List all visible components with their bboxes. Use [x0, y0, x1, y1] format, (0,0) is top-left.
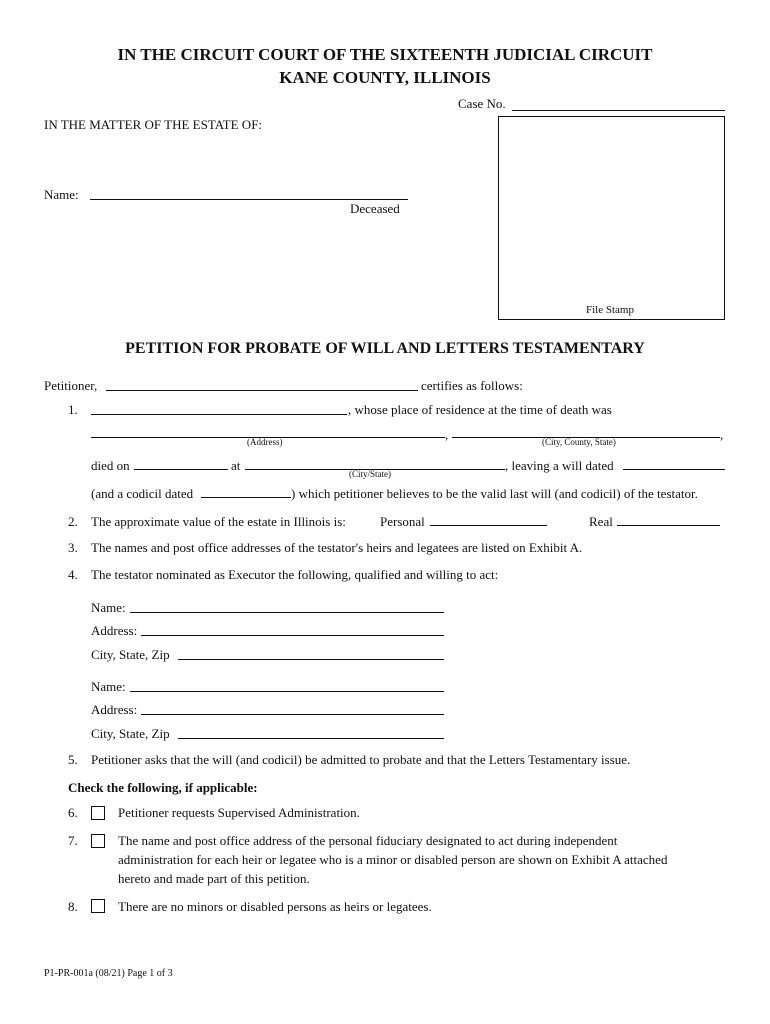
file-stamp-box — [498, 116, 725, 320]
executor2-name-label: Name: — [91, 679, 126, 694]
codicil-prefix: (and a codicil dated — [91, 486, 194, 501]
estate-matter-label: IN THE MATTER OF THE ESTATE OF: — [44, 117, 263, 132]
city-county-state-caption: (City, County, State) — [542, 437, 616, 447]
will-date-field[interactable] — [623, 469, 725, 470]
case-no-field[interactable] — [512, 110, 725, 111]
deceased-name-field[interactable] — [90, 199, 408, 200]
county-heading: KANE COUNTY, ILLINOIS — [279, 68, 491, 87]
check6-text: Petitioner requests Supervised Administration. — [118, 805, 360, 820]
form-footer: P1-PR-001a (08/21) Page 1 of 3 — [44, 968, 173, 979]
check7-number: 7. — [68, 833, 78, 848]
fiduciary-exhibit-checkbox[interactable] — [91, 834, 105, 848]
deceased-name-label: Name: — [44, 187, 79, 202]
item4-number: 4. — [68, 567, 78, 582]
check7-text-line1: The name and post office address of the personal fiduciary designated to act during independent — [118, 833, 618, 848]
item3-number: 3. — [68, 540, 78, 555]
item1-number: 1. — [68, 402, 78, 417]
executor-text: The testator nominated as Executor the following, qualified and willing to act: — [91, 567, 499, 582]
case-no-label: Case No. — [458, 96, 506, 111]
real-label: Real — [589, 514, 613, 529]
item5-number: 5. — [68, 752, 78, 767]
executor1-address-label: Address: — [91, 623, 138, 638]
executor2-address-field[interactable] — [141, 714, 444, 715]
real-value-field[interactable] — [617, 525, 720, 526]
city-state-caption: (City/State) — [349, 469, 391, 479]
petitioner-label: Petitioner, — [44, 378, 98, 393]
deceased-label: Deceased — [350, 201, 400, 216]
petitioner-name-field[interactable] — [106, 390, 418, 391]
check7-text-line2: administration for each heir or legatee who is a minor or disabled person are shown on Exhibit A attached — [118, 852, 668, 867]
check7-text-line3: hereto and made part of this petition. — [118, 871, 310, 886]
check8-text: There are no minors or disabled persons as heirs or legatees. — [118, 899, 432, 914]
comma-1: , — [445, 427, 449, 442]
admission-request-text: Petitioner asks that the will (and codicil) be admitted to probate and that the Letters Testamentary issue. — [91, 752, 631, 767]
executor1-address-field[interactable] — [141, 635, 444, 636]
executor2-city-field[interactable] — [178, 738, 444, 739]
at-label: at — [231, 458, 241, 473]
codicil-date-field[interactable] — [201, 497, 291, 498]
check6-number: 6. — [68, 805, 78, 820]
codicil-suffix: ) which petitioner believes to be the valid last will (and codicil) of the testator. — [291, 486, 698, 501]
leaving-will-label: , leaving a will dated — [505, 458, 614, 473]
executor1-name-label: Name: — [91, 600, 126, 615]
certifies-text: certifies as follows: — [421, 378, 523, 393]
no-minors-checkbox[interactable] — [91, 899, 105, 913]
check-heading: Check the following, if applicable: — [68, 780, 258, 795]
executor2-name-field[interactable] — [130, 691, 444, 692]
estate-value-text: The approximate value of the estate in Illinois is: — [91, 514, 346, 529]
executor2-address-label: Address: — [91, 702, 138, 717]
check8-number: 8. — [68, 899, 78, 914]
personal-value-field[interactable] — [430, 525, 547, 526]
death-date-field[interactable] — [134, 469, 228, 470]
executor2-city-label: City, State, Zip — [91, 726, 170, 741]
item2-number: 2. — [68, 514, 78, 529]
petition-title: PETITION FOR PROBATE OF WILL AND LETTERS TESTAMENTARY — [125, 340, 645, 357]
decedent-name-field[interactable] — [91, 414, 347, 415]
heirs-text: The names and post office addresses of the testator's heirs and legatees are listed on Exhibit A. — [91, 540, 583, 555]
personal-label: Personal — [380, 514, 425, 529]
comma-2: , — [720, 427, 724, 442]
executor1-city-label: City, State, Zip — [91, 647, 170, 662]
executor1-city-field[interactable] — [178, 659, 444, 660]
executor1-name-field[interactable] — [130, 612, 444, 613]
address-caption: (Address) — [247, 437, 283, 447]
file-stamp-label: File Stamp — [586, 304, 634, 316]
residence-text: , whose place of residence at the time of death was — [348, 402, 612, 417]
died-on-label: died on — [91, 458, 130, 473]
court-heading: IN THE CIRCUIT COURT OF THE SIXTEENTH JUDICIAL CIRCUIT — [117, 45, 653, 64]
supervised-admin-checkbox[interactable] — [91, 806, 105, 820]
